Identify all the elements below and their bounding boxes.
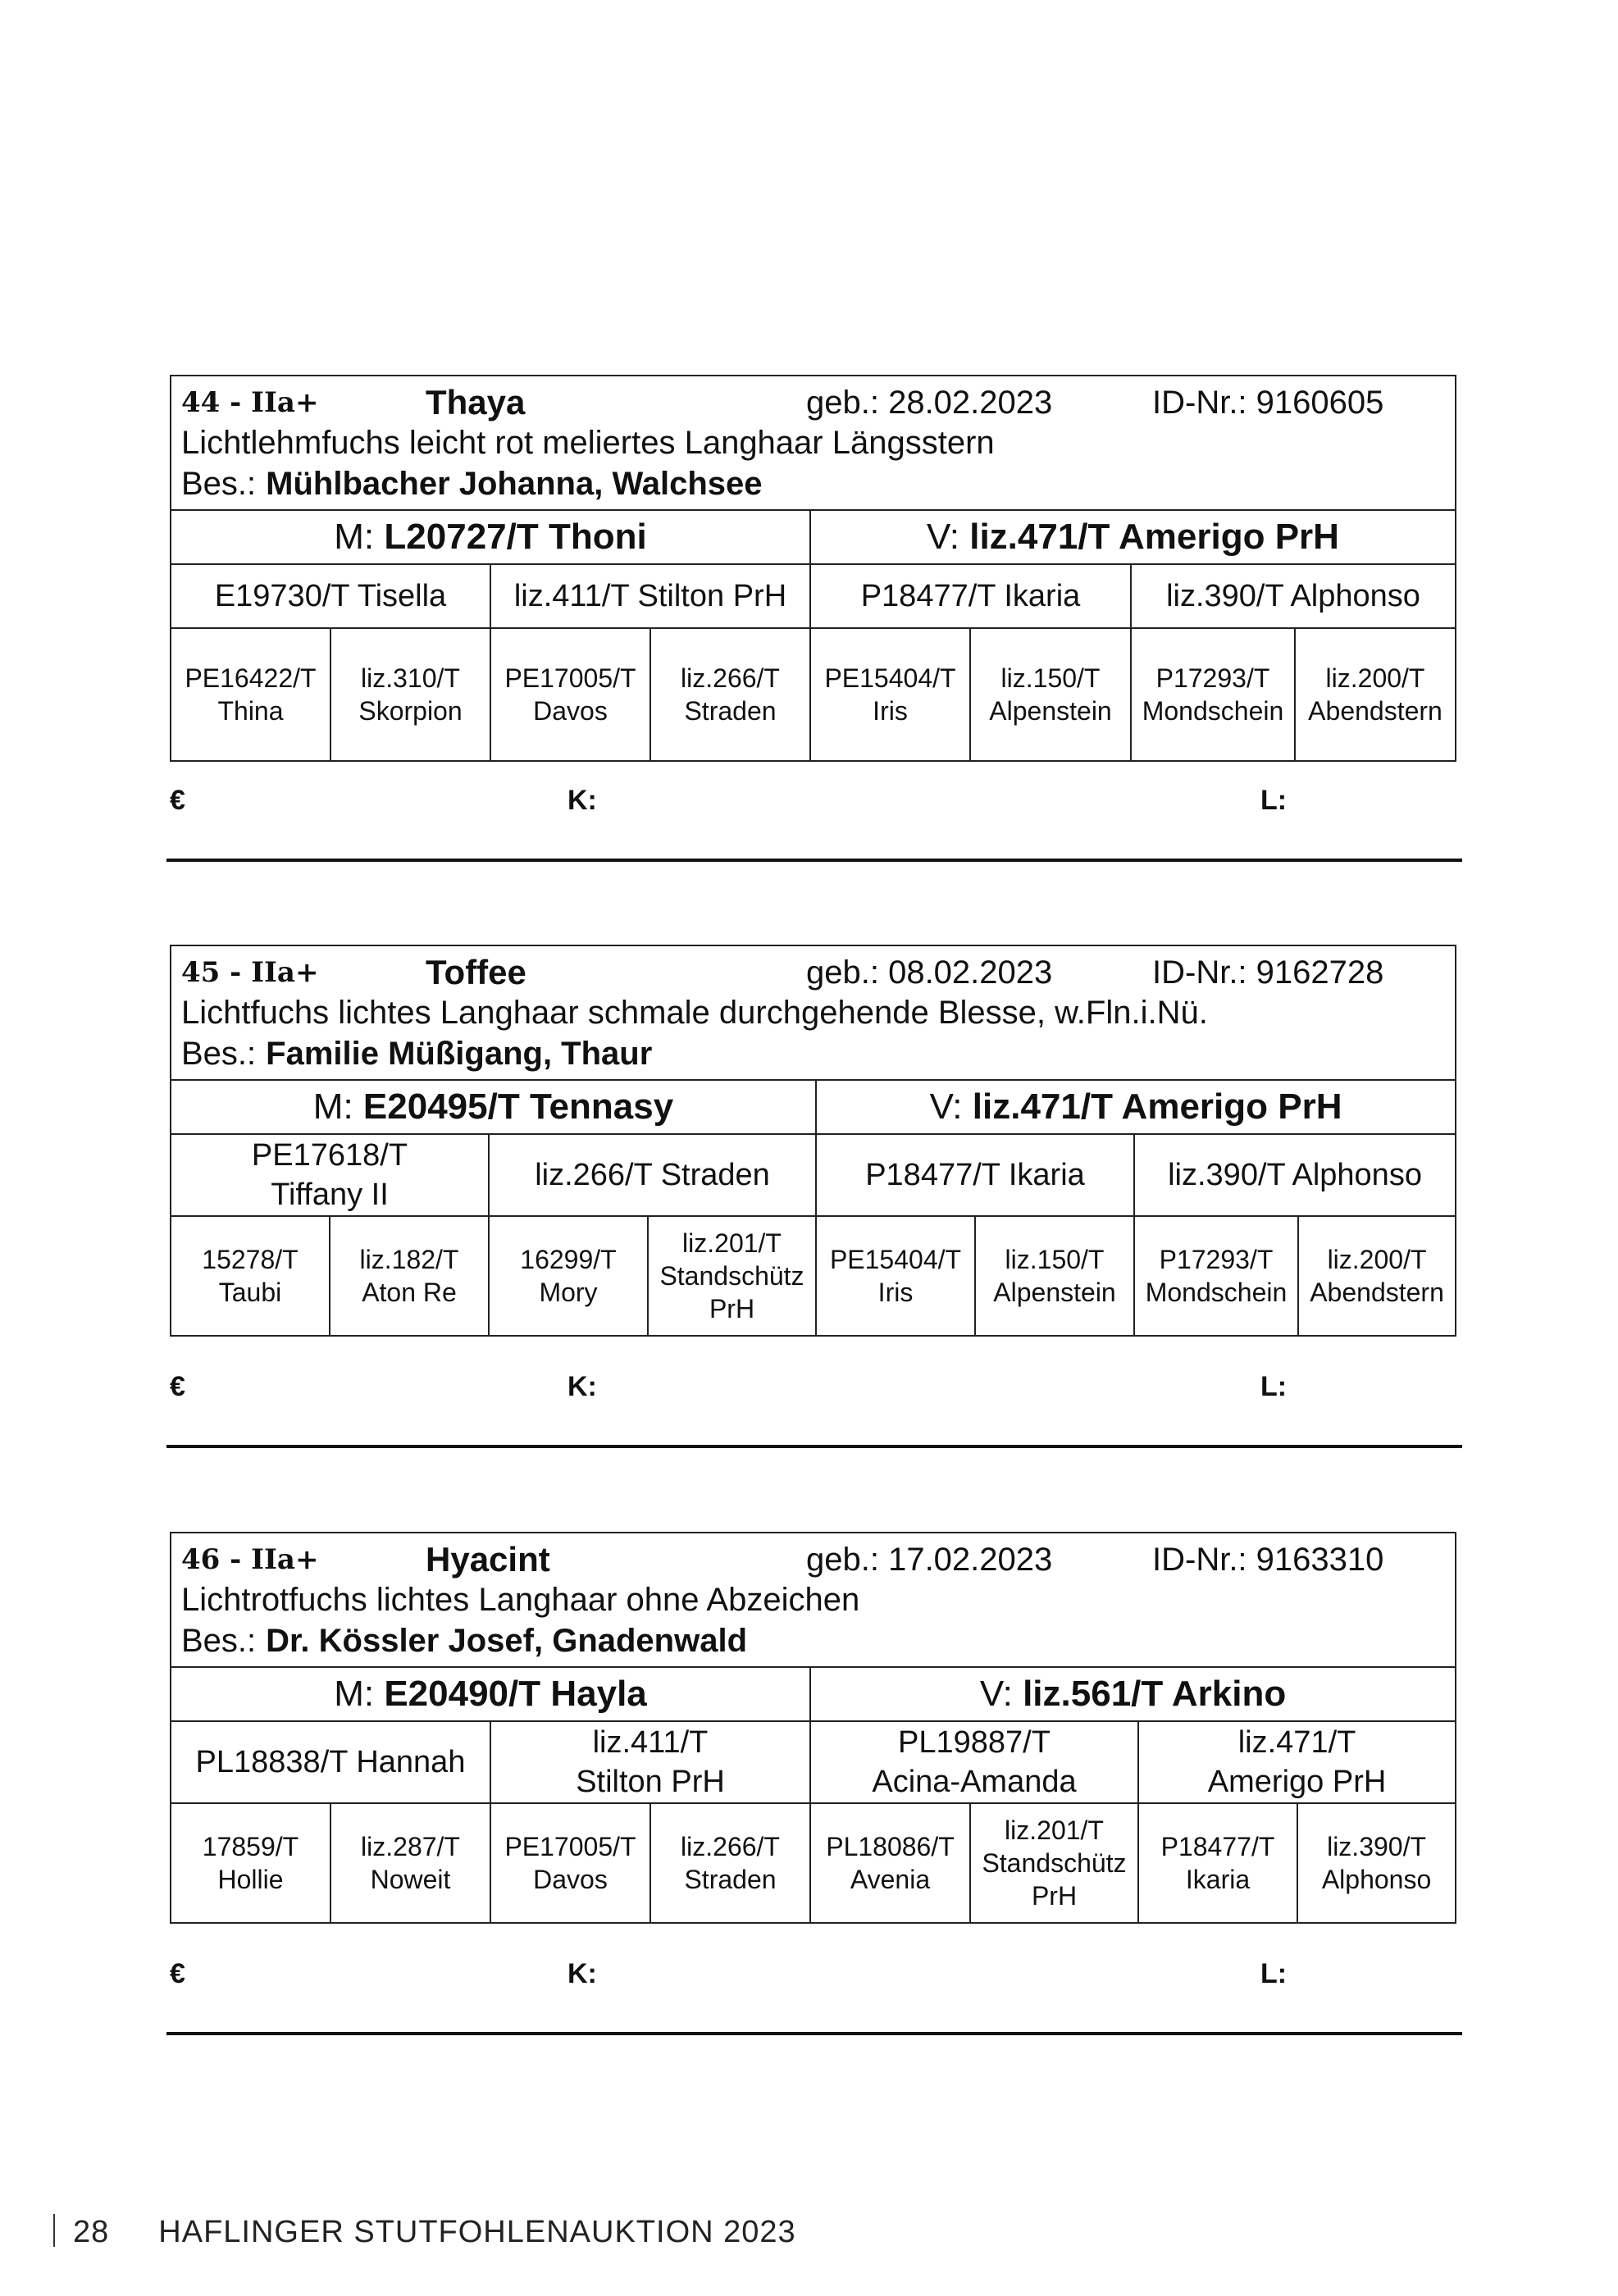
id-number: ID-Nr.: 9162728	[1152, 954, 1384, 991]
price-row	[170, 1958, 1460, 2007]
mother	[171, 1667, 810, 1721]
great-grandparent: liz.182/T Aton Re	[330, 1216, 489, 1336]
mother-label: M:	[334, 517, 375, 557]
birth-date: geb.: 08.02.2023	[806, 954, 1053, 991]
grandparent: liz.411/T Stilton PrH	[490, 564, 810, 628]
entry-45	[170, 945, 1455, 1402]
color-description: Lichtlehmfuchs leicht rot meliertes Langhaar Längsstern	[181, 425, 995, 461]
father-name: liz.561/T Arkino	[1023, 1674, 1287, 1714]
great-grandparent: PE17005/T Davos	[490, 628, 650, 761]
price-label: €	[170, 1958, 185, 1989]
footer-bar	[53, 2214, 55, 2247]
great-grandparent: 17859/T Hollie	[171, 1803, 330, 1923]
great-grandparent: liz.266/T Straden	[650, 1803, 810, 1923]
id-number: ID-Nr.: 9160605	[1152, 385, 1384, 421]
owner-name: Familie Müßigang, Thaur	[266, 1036, 653, 1072]
horse-name: Hyacint	[426, 1540, 550, 1578]
great-grandparent: liz.287/T Noweit	[330, 1803, 490, 1923]
divider	[166, 2032, 1462, 2035]
great-grandparent: liz.390/T Alphonso	[1297, 1803, 1456, 1923]
owner	[181, 1620, 1447, 1661]
great-grandparent: liz.150/T Alpenstein	[975, 1216, 1134, 1336]
catalog-number: 44 - IIa+	[181, 386, 319, 419]
great-grandparent: 16299/T Mory	[489, 1216, 648, 1336]
great-grandparent: liz.200/T Abendstern	[1295, 628, 1456, 761]
entry-44	[170, 375, 1455, 816]
great-grandparent: PE15404/T Iris	[810, 628, 970, 761]
pedigree-table	[170, 375, 1456, 762]
grandparent: liz.266/T Straden	[489, 1134, 816, 1216]
owner-label: Bes.:	[181, 1036, 257, 1072]
grandparent: liz.471/T Amerigo PrH	[1138, 1721, 1456, 1803]
mother-label: M:	[334, 1674, 375, 1714]
great-grandparent: PE16422/T Thina	[171, 628, 330, 761]
great-grandparent: 15278/T Taubi	[171, 1216, 330, 1336]
pedigree-table	[170, 945, 1456, 1337]
grandparent: PE17618/T Tiffany II	[171, 1134, 489, 1216]
birth-date: geb.: 28.02.2023	[806, 385, 1053, 421]
price-row	[170, 785, 1460, 834]
great-grandparent: liz.310/T Skorpion	[330, 628, 490, 761]
color-description: Lichtrotfuchs lichtes Langhaar ohne Abzeichen	[181, 1582, 860, 1618]
great-grandparent: P17293/T Mondschein	[1131, 628, 1295, 761]
entry-header	[171, 376, 1456, 510]
great-grandparent: PE15404/T Iris	[816, 1216, 975, 1336]
horse-name: Thaya	[426, 383, 526, 421]
buyer-label: K:	[567, 1958, 597, 1989]
location-label: L:	[1260, 1371, 1288, 1402]
great-grandparent: PE17005/T Davos	[490, 1803, 650, 1923]
price-label: €	[170, 1371, 185, 1402]
entry-46	[170, 1532, 1455, 1989]
great-grandparent: liz.201/T Standschütz PrH	[970, 1803, 1138, 1923]
father	[816, 1080, 1456, 1134]
color-description: Lichtfuchs lichtes Langhaar schmale durchgehende Blesse, w.Fln.i.Nü.	[181, 995, 1208, 1031]
mother-label: M:	[312, 1086, 353, 1127]
page-number: 28	[73, 2215, 110, 2249]
owner	[181, 1033, 1447, 1074]
owner-label: Bes.:	[181, 1623, 257, 1659]
horse-name: Toffee	[426, 953, 526, 991]
mother-name: E20495/T Tennasy	[362, 1086, 674, 1127]
great-grandparent: P18477/T Ikaria	[1138, 1803, 1297, 1923]
catalog-title: HAFLINGER STUTFOHLENAUKTION 2023	[158, 2215, 796, 2249]
grandparent: E19730/T Tisella	[171, 564, 490, 628]
owner-label: Bes.:	[181, 466, 257, 502]
divider	[166, 1445, 1462, 1448]
id-number: ID-Nr.: 9163310	[1152, 1542, 1384, 1578]
divider	[166, 859, 1462, 862]
location-label: L:	[1260, 785, 1288, 816]
page-footer	[53, 2214, 796, 2250]
father	[810, 1667, 1456, 1721]
grandparent: PL18838/T Hannah	[171, 1721, 490, 1803]
great-grandparent: P17293/T Mondschein	[1134, 1216, 1298, 1336]
entry-header	[171, 1533, 1456, 1667]
owner-name: Mühlbacher Johanna, Walchsee	[266, 466, 763, 502]
grandparent: liz.390/T Alphonso	[1131, 564, 1456, 628]
location-label: L:	[1260, 1958, 1288, 1989]
owner-name: Dr. Kössler Josef, Gnadenwald	[266, 1623, 748, 1659]
mother-name: L20727/T Thoni	[384, 517, 647, 557]
father-label: V:	[979, 1674, 1013, 1714]
grandparent: PL19887/T Acina-Amanda	[810, 1721, 1138, 1803]
price-row	[170, 1371, 1460, 1420]
mother	[171, 510, 810, 564]
great-grandparent: PL18086/T Avenia	[810, 1803, 970, 1923]
buyer-label: K:	[567, 785, 597, 816]
grandparent: liz.390/T Alphonso	[1134, 1134, 1456, 1216]
great-grandparent: liz.150/T Alpenstein	[970, 628, 1131, 761]
grandparent: P18477/T Ikaria	[810, 564, 1131, 628]
buyer-label: K:	[567, 1371, 597, 1402]
catalog-number: 45 - IIa+	[181, 956, 319, 989]
birth-date: geb.: 17.02.2023	[806, 1542, 1053, 1578]
owner	[181, 463, 1447, 504]
grandparent: P18477/T Ikaria	[816, 1134, 1134, 1216]
price-label: €	[170, 785, 185, 816]
catalog-number: 46 - IIa+	[181, 1543, 319, 1576]
father-label: V:	[927, 517, 959, 557]
great-grandparent: liz.200/T Abendstern	[1298, 1216, 1456, 1336]
great-grandparent: liz.201/T Standschütz PrH	[648, 1216, 816, 1336]
mother-name: E20490/T Hayla	[384, 1674, 647, 1714]
father-name: liz.471/T Amerigo PrH	[969, 517, 1339, 557]
great-grandparent: liz.266/T Straden	[650, 628, 810, 761]
father	[810, 510, 1456, 564]
father-label: V:	[929, 1086, 963, 1127]
grandparent: liz.411/T Stilton PrH	[490, 1721, 810, 1803]
pedigree-table	[170, 1532, 1456, 1924]
mother	[171, 1080, 816, 1134]
father-name: liz.471/T Amerigo PrH	[972, 1086, 1342, 1127]
entry-header	[171, 945, 1456, 1080]
